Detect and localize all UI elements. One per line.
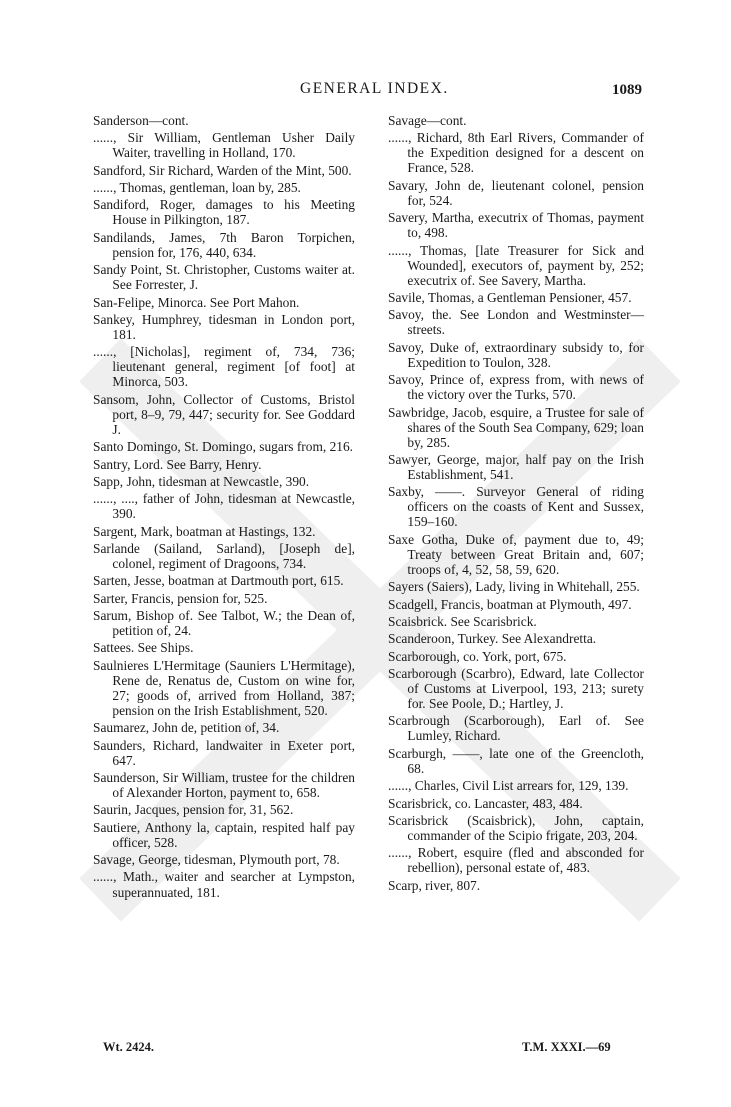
index-entry: Santry, Lord. See Barry, Henry. bbox=[93, 456, 262, 472]
index-entry: Sawyer, George, major, half pay on the Irish Establishment, 541. bbox=[388, 451, 644, 482]
index-entry: Savoy, the. See London and Westminster—streets. bbox=[388, 307, 644, 338]
index-entry: Sankey, Humphrey, tidesman in London port, 181. bbox=[93, 311, 355, 342]
index-entry: Scarborough, co. York, port, 675. bbox=[388, 648, 567, 664]
index-entry: Sandilands, James, 7th Baron Torpichen, pension for, 176, 440, 634. bbox=[93, 229, 355, 260]
index-entry: Savage—cont. bbox=[388, 113, 467, 128]
index-entry: Saulnieres L'Hermitage (Sauniers L'Hermitage), Rene de, Renatus de, Custom on wine for, 27; goods of, arrived from Holland, 387; pension on the Irish Establishment, 520. bbox=[93, 657, 355, 718]
index-entry: Saurin, Jacques, pension for, 31, 562. bbox=[93, 802, 294, 818]
index-entry: ......, Thomas, [late Treasurer for Sick and Wounded], executors of, payment by, 252; executrix of. See Savery, Martha. bbox=[388, 242, 644, 288]
index-entry: Sarten, Jesse, boatman at Dartmouth port, 615. bbox=[93, 573, 344, 589]
index-entry: Savage, George, tidesman, Plymouth port, 78. bbox=[93, 852, 340, 868]
index-entry: ......, Math., waiter and searcher at Lympston, superannuated, 181. bbox=[93, 869, 355, 900]
page-header bbox=[0, 80, 731, 102]
index-entry: Saunderson, Sir William, trustee for the children of Alexander Horton, payment to, 658. bbox=[93, 770, 355, 801]
index-entry: Saunders, Richard, landwaiter in Exeter port, 647. bbox=[93, 737, 355, 768]
index-entry: Saxby, ——. Surveyor General of riding officers on the coasts of Kent and Sussex, 159–160. bbox=[388, 484, 644, 530]
index-entry: Santo Domingo, St. Domingo, sugars from, 216. bbox=[93, 439, 353, 455]
index-entry: Scanderoon, Turkey. See Alexandretta. bbox=[388, 631, 597, 647]
page-number: 1089 bbox=[612, 82, 642, 98]
index-entry: ......, Charles, Civil List arrears for, 129, 139. bbox=[388, 778, 629, 794]
index-entry: ......, Sir William, Gentleman Usher Daily Waiter, travelling in Holland, 170. bbox=[93, 130, 355, 161]
page-footer bbox=[0, 1040, 731, 1058]
index-column-right bbox=[388, 113, 644, 895]
index-entry: Scadgell, Francis, boatman at Plymouth, 497. bbox=[388, 596, 632, 612]
index-entry: Scarburgh, ——, late one of the Greencloth, 68. bbox=[388, 745, 644, 776]
index-entry: Sarum, Bishop of. See Talbot, W.; the Dean of, petition of, 24. bbox=[93, 608, 355, 639]
index-entry: Sarter, Francis, pension for, 525. bbox=[93, 590, 268, 606]
index-entry: ......, [Nicholas], regiment of, 734, 736; lieutenant general, regiment [of foot] at Minorca, 503. bbox=[93, 344, 355, 390]
index-entry: Sawbridge, Jacob, esquire, a Trustee for sale of shares of the South Sea Company, 629; loan by, 285. bbox=[388, 404, 644, 450]
index-entry: Savoy, Prince of, express from, with news of the victory over the Turks, 570. bbox=[388, 372, 644, 403]
index-entry: Sattees. See Ships. bbox=[93, 640, 194, 656]
index-entry: Sayers (Saiers), Lady, living in Whitehall, 255. bbox=[388, 579, 640, 595]
index-entry: Sanderson—cont. bbox=[93, 113, 189, 128]
index-column-left bbox=[93, 113, 355, 902]
index-entry: Savile, Thomas, a Gentleman Pensioner, 457. bbox=[388, 290, 632, 305]
index-entry: Savary, John de, lieutenant colonel, pension for, 524. bbox=[388, 177, 644, 208]
index-entry: Sandiford, Roger, damages to his Meeting House in Pilkington, 187. bbox=[93, 197, 355, 228]
index-entry: Sapp, John, tidesman at Newcastle, 390. bbox=[93, 473, 310, 489]
index-entry: Sandford, Sir Richard, Warden of the Mint, 500. bbox=[93, 162, 352, 178]
index-entry: ......, Richard, 8th Earl Rivers, Commander of the Expedition designed for a descent on France, 528. bbox=[388, 130, 644, 176]
index-entry: Savery, Martha, executrix of Thomas, payment to, 498. bbox=[388, 210, 644, 241]
running-title: GENERAL INDEX. bbox=[300, 80, 449, 97]
index-entry: Sarlande (Sailand, Sarland), [Joseph de], colonel, regiment of Dragoons, 734. bbox=[93, 540, 355, 572]
index-entry: Sautiere, Anthony la, captain, respited half pay officer, 528. bbox=[93, 819, 355, 850]
index-entry: ......, Robert, esquire (fled and absconded for rebellion), personal estate of, 483. bbox=[388, 845, 644, 876]
index-entry: ......, ...., father of John, tidesman at Newcastle, 390. bbox=[93, 491, 355, 522]
index-entry: San-Felipe, Minorca. See Port Mahon. bbox=[93, 294, 300, 310]
index-entry: Scaisbrick. See Scarisbrick. bbox=[388, 613, 537, 629]
footer-print-code: Wt. 2424. bbox=[103, 1040, 155, 1054]
index-entry: Sandy Point, St. Christopher, Customs waiter at. See Forrester, J. bbox=[93, 262, 355, 293]
index-entry: Scarisbrick (Scaisbrick), John, captain, commander of the Scipio frigate, 203, 204. bbox=[388, 812, 644, 843]
index-entry: Savoy, Duke of, extraordinary subsidy to, for Expedition to Toulon, 328. bbox=[388, 339, 644, 370]
index-entry: Sargent, Mark, boatman at Hastings, 132. bbox=[93, 523, 316, 539]
index-entry: Scarborough (Scarbro), Edward, late Collector of Customs at Liverpool, 193, 213; surety for. See Poole, D.; Hartley, J. bbox=[388, 665, 644, 712]
index-entry: Scarbrough (Scarborough), Earl of. See Lumley, Richard. bbox=[388, 713, 644, 744]
index-entry: Sansom, John, Collector of Customs, Bristol port, 8–9, 79, 447; security for. See Goddard J. bbox=[93, 391, 355, 437]
index-entry: Saxe Gotha, Duke of, payment due to, 49; Treaty between Great Britain and, 607; troops of, 4, 52, 58, 59, 620. bbox=[388, 531, 644, 577]
index-entry: Scarisbrick, co. Lancaster, 483, 484. bbox=[388, 795, 583, 811]
index-entry: Saumarez, John de, petition of, 34. bbox=[93, 720, 280, 736]
index-entry: Scarp, river, 807. bbox=[388, 877, 481, 893]
footer-volume-ref: T.M. XXXI.—69 bbox=[522, 1040, 611, 1054]
index-entry: ......, Thomas, gentleman, loan by, 285. bbox=[93, 180, 301, 196]
